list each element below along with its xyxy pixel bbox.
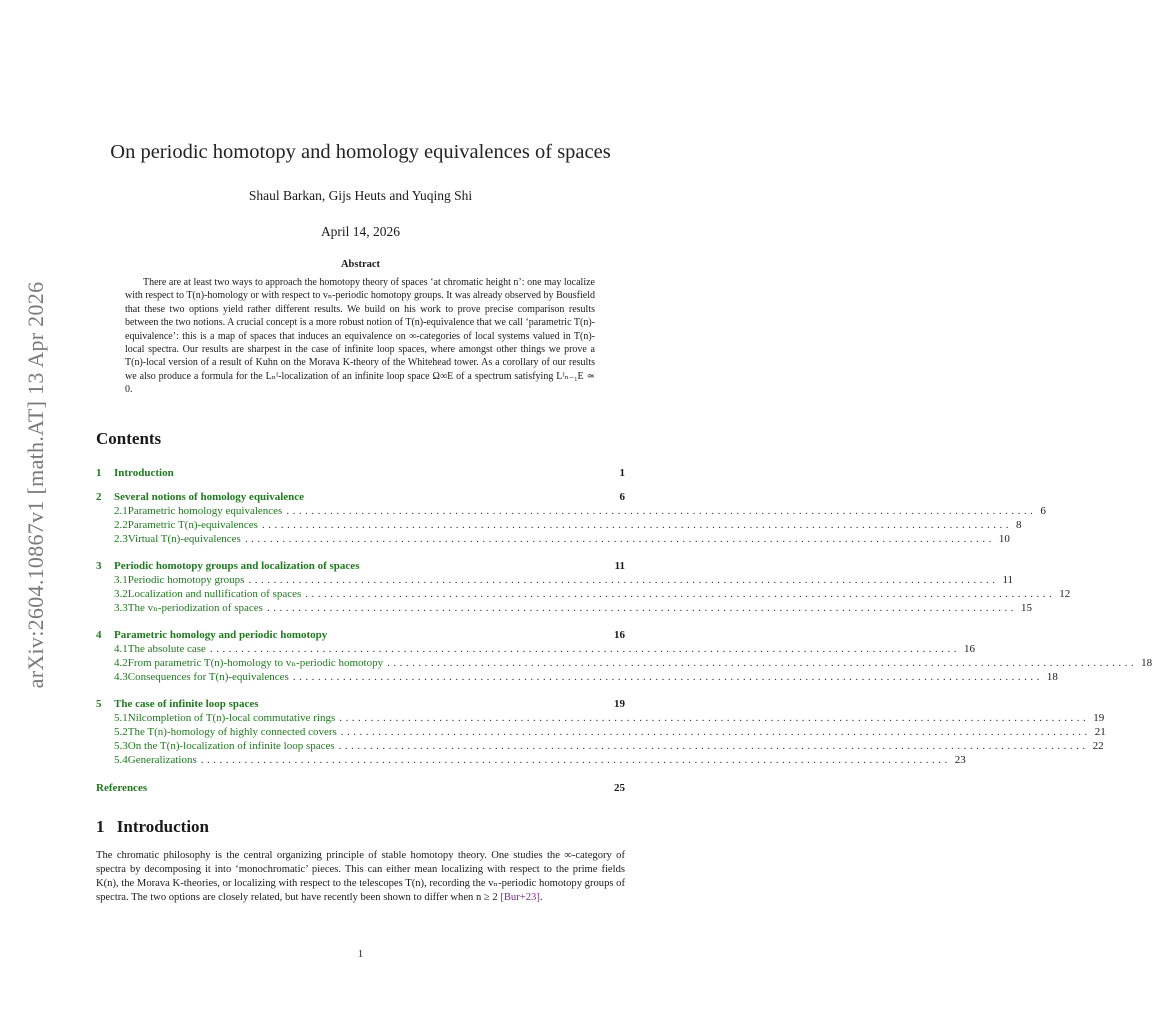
toc-entry-page: 19 (1093, 712, 1105, 724)
toc-dot-leader: ........................................................................................................................ (339, 712, 1090, 724)
toc-dot-leader: ........................................................................................................................ (200, 754, 951, 766)
toc-dot-leader: ........................................................................................................................ (338, 740, 1089, 752)
toc-entry-label[interactable]: Consequences for T(n)-equivalences (127, 671, 289, 683)
arxiv-identifier-sidebar (20, 281, 52, 689)
introduction-paragraph (96, 849, 625, 905)
toc-entry-page: 8 (1015, 519, 1022, 531)
citation-link[interactable]: [Bur+23] (500, 891, 540, 903)
toc-entry[interactable] (96, 725, 1106, 739)
toc-entry-number: 3.1 (114, 574, 128, 586)
toc-entry-label[interactable]: The T(n)-homology of highly connected covers (127, 726, 337, 738)
toc-entry-label[interactable]: References (96, 782, 148, 794)
toc-entry-label[interactable]: Parametric homology equivalences (127, 505, 283, 517)
toc-entry-label[interactable]: Several notions of homology equivalence (114, 491, 305, 503)
toc-entry-number: 2 (96, 491, 102, 503)
toc-entry-label[interactable]: The absolute case (127, 643, 206, 655)
toc-entry[interactable] (96, 601, 1032, 615)
toc-dot-leader: ........................................................................................................................ (387, 657, 1138, 669)
introduction-text: The chromatic philosophy is the central organizing principle of stable homotopy theory. One studies the ∞-category of spectra by decomposing it into ‘monochromatic’ pieces. This can either mean localizing with respect to the prime fields K(n), the Morava K-theories, or localizing with respect to the telescopes T(n), recording the vₙ-periodic homotopy groups of spectra. The two options are closely related, but have recently been shown to differ when n ≥ 2 (96, 850, 625, 903)
toc-entry-number: 5.3 (114, 740, 128, 752)
toc-entry-label[interactable]: Localization and nullification of spaces (127, 588, 302, 600)
toc-entry-number: 1 (96, 467, 102, 479)
toc-entry-number: 4 (96, 629, 102, 641)
toc-entry-label[interactable]: From parametric T(n)-homology to vₙ-periodic homotopy (127, 657, 384, 669)
toc-entry-page: 16 (963, 643, 975, 655)
toc-entry-page: 18 (1141, 657, 1152, 669)
toc-entry-label[interactable]: On the T(n)-localization of infinite loop spaces (127, 740, 335, 752)
toc-entry-number: 5 (96, 698, 102, 710)
toc-entry-page: 11 (614, 560, 625, 572)
toc-entry[interactable] (96, 628, 625, 642)
toc-entry-number: 4.1 (114, 643, 128, 655)
toc-entry[interactable] (96, 753, 966, 767)
toc-dot-leader: ........................................................................................................................ (248, 574, 999, 586)
toc-entry[interactable] (96, 781, 625, 795)
toc-entry-label[interactable]: Parametric T(n)-equivalences (127, 519, 258, 531)
toc-entry-page: 6 (1040, 505, 1046, 517)
toc-entry-page: 6 (619, 491, 625, 503)
toc-dot-leader: ........................................................................................................................ (261, 519, 1012, 531)
toc-entry-label[interactable]: Periodic homotopy groups and localization of spaces (114, 560, 360, 572)
paper-title: On periodic homotopy and homology equivalences of spaces (110, 141, 611, 163)
toc-entry-number: 3.2 (114, 588, 128, 600)
toc-entry-page: 10 (998, 533, 1010, 545)
toc-entry-number: 2.1 (114, 505, 128, 517)
toc-entry[interactable] (96, 532, 1010, 546)
abstract-heading: Abstract (340, 259, 381, 270)
arxiv-identifier: arXiv:2604.10867v1 [math.AT] 13 Apr 2026 (23, 281, 48, 689)
toc-entry-number: 3 (96, 560, 102, 572)
toc-entry-number: 2.3 (114, 533, 128, 545)
toc-entry[interactable] (96, 518, 1022, 532)
toc-entry-label[interactable]: Virtual T(n)-equivalences (127, 533, 241, 545)
toc-dot-leader: ........................................................................................................................ (266, 602, 1017, 614)
toc-entry-page: 23 (954, 754, 966, 766)
contents-heading: Contents (96, 429, 162, 448)
toc-entry-page: 16 (614, 629, 625, 641)
toc-entry-label[interactable]: Generalizations (127, 754, 197, 766)
paper-authors: Shaul Barkan, Gijs Heuts and Yuqing Shi (248, 188, 473, 203)
toc-entry[interactable] (96, 490, 625, 504)
toc-entry-number: 4.2 (114, 657, 128, 669)
paper-date: April 14, 2026 (320, 224, 401, 239)
toc-entry-page: 18 (1046, 671, 1058, 683)
toc-entry-number: 4.3 (114, 671, 128, 683)
toc-entry[interactable] (96, 697, 625, 711)
toc-entry-page: 11 (1002, 574, 1014, 586)
toc-entry-number: 2.2 (114, 519, 128, 531)
toc-entry-page: 19 (614, 698, 625, 710)
toc-entry-page: 21 (1094, 726, 1106, 738)
toc-entry-number: 5.1 (114, 712, 128, 724)
toc-entry[interactable] (96, 587, 1071, 601)
toc-entry-label[interactable]: Parametric homology and periodic homotopy (114, 629, 328, 641)
toc-entry-page: 12 (1059, 588, 1071, 600)
toc-entry-label[interactable]: The case of infinite loop spaces (114, 698, 259, 710)
abstract-text: There are at least two ways to approach the homotopy theory of spaces ‘at chromatic height n’: one may localize with respect to T(n)-homology or with respect to vₙ-periodic homotopy groups. It was already observed by Bousfield that these two options yield rather different results. We build on his work to prove precise comparison results between the two notions. A crucial concept is a more robust notion of T(n)-equivalence that we call ‘parametric T(n)-equivalence’: this is a map of spaces that induces an equivalence on ∞-categories of local systems valued in T(n)-local spectra. Our results are sharpest in the case of infinite loop spaces, where amongst other things we prove a T(n)-local version of a result of Kuhn on the Morava K-theory of the Whitehead tower. As a corollary of our results we also produce a formula for the Lₙᶠ-localization of an infinite loop space Ω∞E of a spectrum satisfying Lᶠₙ₋₁E ≃ 0. (125, 277, 596, 396)
toc-entry[interactable] (96, 711, 1105, 725)
toc-entry[interactable] (96, 573, 1014, 587)
toc-entry[interactable] (96, 739, 1104, 753)
toc-entry-label[interactable]: Nilcompletion of T(n)-local commutative rings (127, 712, 336, 724)
toc-entry-number: 3.3 (114, 602, 128, 614)
toc-dot-leader: ........................................................................................................................ (292, 671, 1043, 683)
toc-entry[interactable] (96, 466, 625, 480)
toc-dot-leader: ........................................................................................................................ (244, 533, 995, 545)
toc-entry[interactable] (96, 670, 1058, 684)
introduction-heading (96, 817, 209, 837)
toc-entry[interactable] (96, 642, 975, 656)
toc-entry[interactable] (96, 504, 1046, 518)
toc-entry[interactable] (96, 559, 625, 573)
toc-entry-number: 5.2 (114, 726, 128, 738)
toc-entry-number: 5.4 (114, 754, 128, 766)
toc-entry-label[interactable]: Introduction (114, 467, 174, 479)
page-number: 1 (357, 949, 364, 960)
toc-entry-label[interactable]: The vₙ-periodization of spaces (127, 602, 263, 614)
introduction-heading-number: 1 (96, 817, 105, 836)
toc-entry-page: 25 (614, 782, 625, 794)
toc-entry-label[interactable]: Periodic homotopy groups (127, 574, 245, 586)
toc-dot-leader: ........................................................................................................................ (209, 643, 960, 655)
toc-entry-page: 22 (1092, 740, 1104, 752)
introduction-text-end: . (539, 891, 543, 903)
toc-dot-leader: ........................................................................................................................ (340, 726, 1091, 738)
introduction-heading-text: Introduction (116, 817, 210, 836)
toc-entry[interactable] (96, 656, 1152, 670)
toc-dot-leader: ........................................................................................................................ (286, 505, 1037, 517)
toc-dot-leader: ........................................................................................................................ (305, 588, 1056, 600)
toc-entry-page: 15 (1020, 602, 1032, 614)
toc-entry-page: 1 (619, 467, 625, 479)
